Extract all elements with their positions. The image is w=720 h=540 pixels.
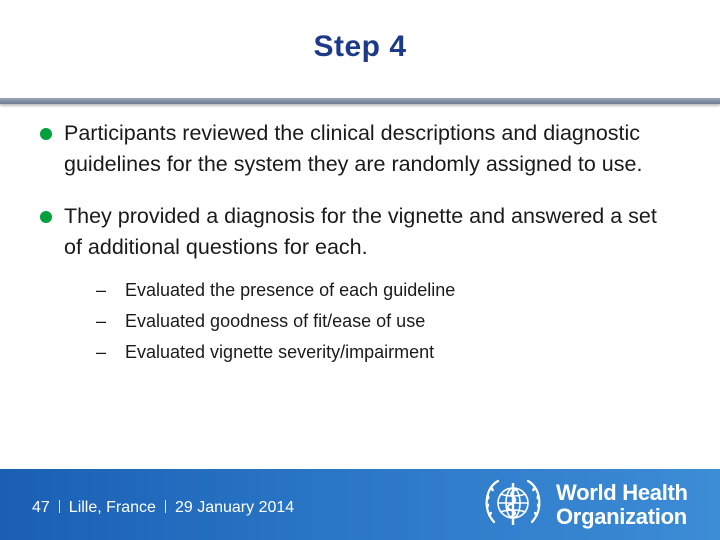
- dash-icon: –: [96, 280, 107, 300]
- who-emblem-icon: [480, 474, 546, 534]
- footer-info: [32, 499, 294, 517]
- footer-date: 29 January 2014: [174, 499, 295, 516]
- organization-name-line2: Organization: [556, 504, 687, 529]
- bullet-text: They provided a diagnosis for the vignette and answered a set of additional questions for each.: [64, 204, 657, 259]
- bullet-item: [36, 118, 676, 180]
- bullet-text: Participants reviewed the clinical descriptions and diagnostic guidelines for the system they are randomly assigned to use.: [64, 121, 643, 176]
- sub-bullet-list: [36, 275, 676, 368]
- title-divider: [0, 98, 720, 104]
- bullet-list: [36, 118, 676, 368]
- sub-bullet-text: Evaluated the presence of each guideline: [125, 280, 456, 300]
- sub-bullet-item: [96, 306, 676, 337]
- footer-separator: [59, 500, 60, 513]
- bullet-dot-icon: [40, 211, 52, 223]
- footer-location: Lille, France: [68, 499, 156, 516]
- bullet-item: [36, 201, 676, 263]
- organization-name: [556, 481, 688, 529]
- bullet-dot-icon: [40, 128, 52, 140]
- dash-icon: –: [96, 342, 107, 362]
- footer-separator: [165, 500, 166, 513]
- sub-bullet-text: Evaluated vignette severity/impairment: [125, 342, 435, 362]
- dash-icon: –: [96, 311, 107, 331]
- page-number: 47: [32, 499, 50, 516]
- slide-title: Step 4: [313, 30, 407, 63]
- sub-bullet-item: [96, 337, 676, 368]
- sub-bullet-item: [96, 275, 676, 306]
- organization-name-line1: World Health: [556, 480, 688, 505]
- sub-bullet-text: Evaluated goodness of fit/ease of use: [125, 311, 426, 331]
